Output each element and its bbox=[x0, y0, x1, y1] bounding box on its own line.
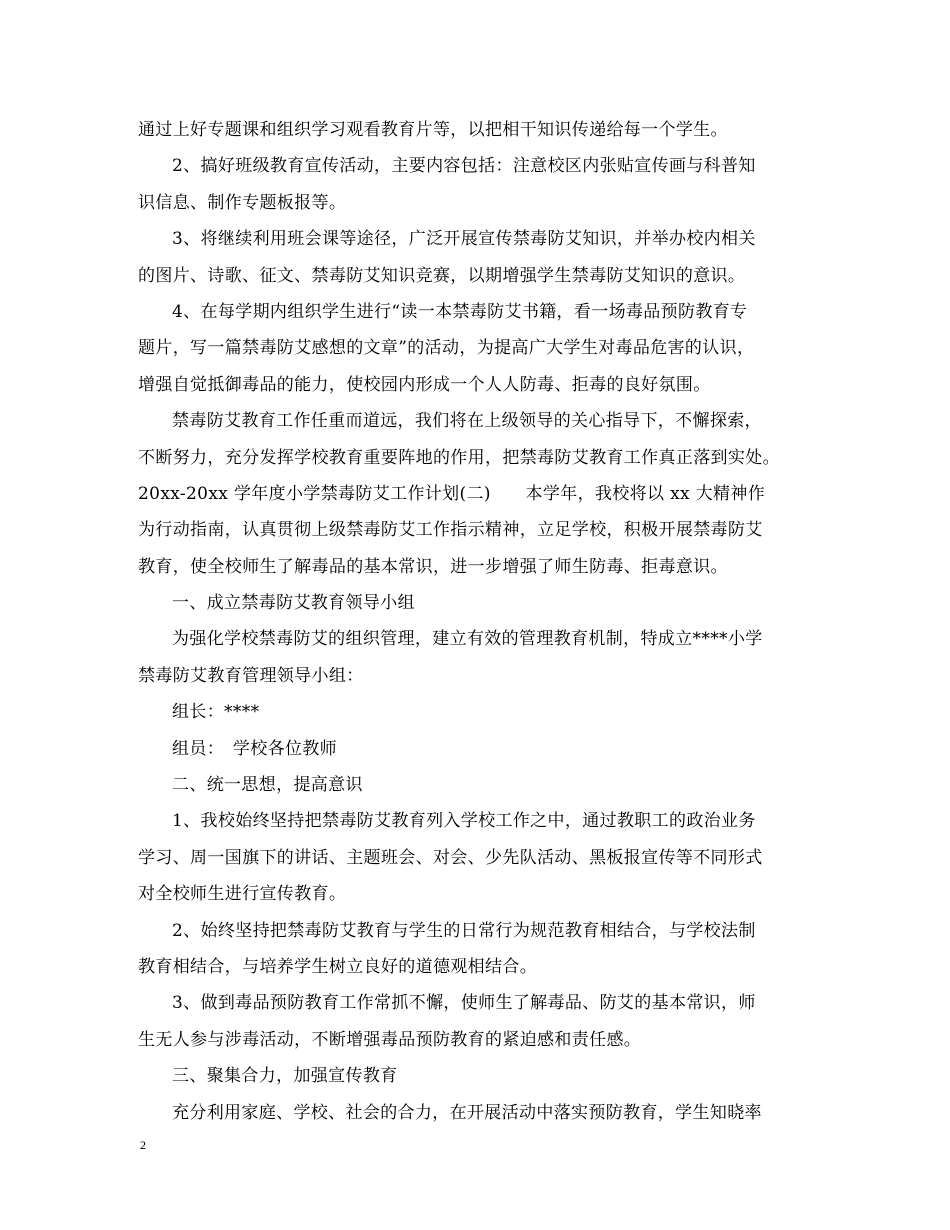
text-line: 教育相结合，与培养学生树立良好的道德观相结合。 bbox=[138, 956, 538, 977]
text-line: 学习、周一国旗下的讲话、主题班会、对会、少先队活动、黑板报宣传等不同形式 bbox=[138, 847, 763, 868]
text-line: 4、在每学期内组织学生进行“读一本禁毒防艾书籍，看一场毒品预防教育专 bbox=[172, 301, 748, 322]
text-line: 生无人参与涉毒活动，不断增强毒品预防教育的紧迫感和责任感。 bbox=[138, 1029, 642, 1050]
text-line: 组员： 学校各位教师 bbox=[172, 738, 337, 759]
text-line: 3、将继续利用班会课等途径，广泛开展宣传禁毒防艾知识，并举办校内相关 bbox=[172, 229, 756, 250]
text-line: 的图片、诗歌、征文、禁毒防艾知识竞赛，以期增强学生禁毒防艾知识的意识。 bbox=[138, 265, 746, 286]
text-line: 组长：**** bbox=[172, 702, 260, 723]
text-line: 三、聚集合力，加强宣传教育 bbox=[172, 1066, 398, 1087]
text-line: 充分利用家庭、学校、社会的合力，在开展活动中落实预防教育，学生知晓率 bbox=[172, 1102, 762, 1123]
text-line: 增强自觉抵御毒品的能力，使校园内形成一个人人防毒、拒毒的良好氛围。 bbox=[138, 374, 711, 395]
text-line: 为强化学校禁毒防艾的组织管理，建立有效的管理教育机制，特成立****小学 bbox=[172, 629, 763, 650]
text-line: 二、统一思想，提高意识 bbox=[172, 775, 363, 796]
text-line: 3、做到毒品预防教育工作常抓不懈，使师生了解毒品、防艾的基本常识，师 bbox=[172, 993, 756, 1014]
document-body bbox=[138, 112, 818, 1131]
text-line: 2、搞好班级教育宣传活动，主要内容包括：注意校区内张贴宣传画与科普知 bbox=[172, 156, 756, 177]
text-line: 通过上好专题课和组织学习观看教育片等，以把相干知识传递给每一个学生。 bbox=[138, 120, 728, 140]
text-line: 禁毒防艾教育工作任重而道远，我们将在上级领导的关心指导下，不懈探索， bbox=[172, 411, 762, 432]
page-number: 2 bbox=[140, 1138, 146, 1152]
text-line: 不断努力，充分发挥学校教育重要阵地的作用，把禁毒防艾教育工作真正落到实处。 bbox=[138, 447, 780, 468]
text-line: 题片，写一篇禁毒防艾感想的文章”的活动，为提高广大学生对毒品危害的认识， bbox=[138, 338, 755, 359]
text-line: 为行动指南，认真贯彻上级禁毒防艾工作指示精神，立足学校，积极开展禁毒防艾 bbox=[138, 520, 763, 541]
text-line: 20xx-20xx 学年度小学禁毒防艾工作计划(二) 本学年，我校将以 xx 大精神作 bbox=[138, 483, 766, 504]
text-line: 1、我校始终坚持把禁毒防艾教育列入学校工作之中，通过教职工的政治业务 bbox=[172, 811, 756, 832]
text-line: 识信息、制作专题板报等。 bbox=[138, 192, 347, 213]
text-line: 教育，使全校师生了解毒品的基本常识，进一步增强了师生防毒、拒毒意识。 bbox=[138, 556, 728, 577]
text-line: 禁毒防艾教育管理领导小组： bbox=[138, 665, 364, 686]
text-line: 一、成立禁毒防艾教育领导小组 bbox=[172, 593, 415, 614]
text-line: 2、始终坚持把禁毒防艾教育与学生的日常行为规范教育相结合，与学校法制 bbox=[172, 920, 756, 941]
text-line: 对全校师生进行宣传教育。 bbox=[138, 884, 347, 905]
